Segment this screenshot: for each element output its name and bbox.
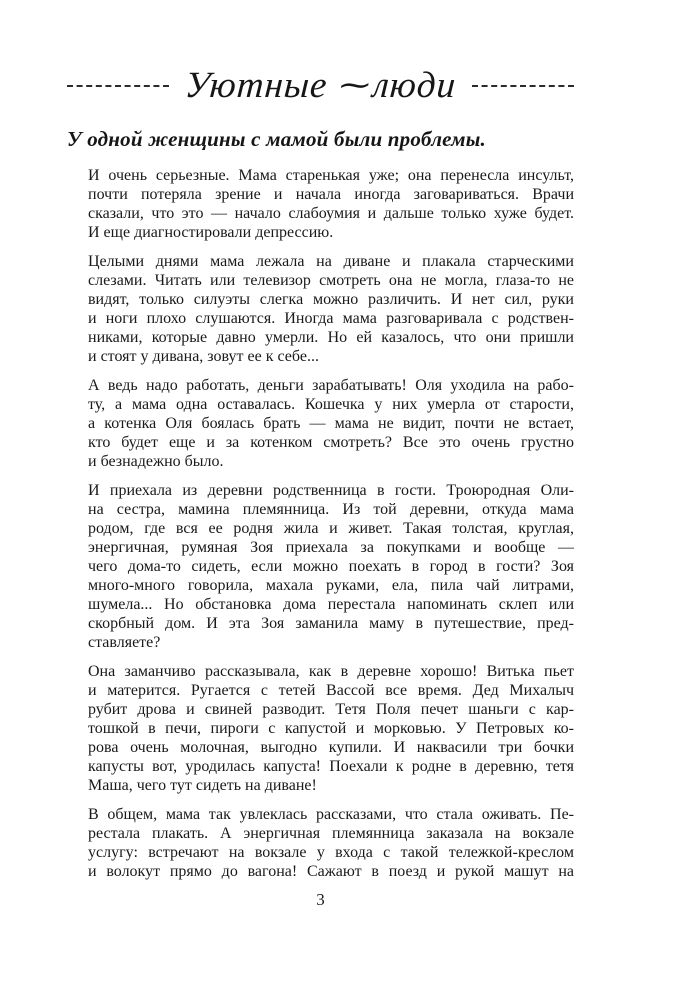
text-line: И еще диагностировали депрессию. [88,224,334,241]
text-line: и матерится. Ругается с тетей Вассой все время. Дед Михалыч [88,682,574,699]
paragraph [88,805,574,881]
text-line: и ноги плохо слушаются. Иногда мама разговаривала с родствен- [88,310,574,327]
text-line: шумела... Но обстановка дома перестала напоминать склеп или [88,596,574,613]
text-line: ту, а мама одна оставалась. Кошечка у них умерла от старости, [88,396,574,413]
paragraph [88,481,574,652]
text-line: чего дома-то сидеть, если можно поехать в город в гости? Зоя [88,558,574,575]
text-line: В общем, мама так увлеклась рассказами, что стала оживать. Пе- [88,806,574,823]
text-line: а котенка Оля боялась брать — мама не видит, почти не встает, [88,415,574,432]
text-line: Она заманчиво рассказывала, как в деревне хорошо! Витька пьет [88,663,574,680]
text-line: капусты вот, уродилась капуста! Поехали к родне в деревню, тетя [88,758,574,775]
swash-ornament: ⁓ [338,68,372,102]
text-line: услугу: встречают на вокзале у входа с такой тележкой-креслом [88,844,574,861]
text-line: Целыми днями мама лежала на диване и плакала старческими [88,253,574,270]
text-line: тошкой в печи, пироги с капустой и морковью. У Петровых ко- [88,720,574,737]
page-number: 3 [316,890,325,909]
text-line: и волокут прямо до вагона! Сажают в поезд и рукой машут на [88,863,574,880]
text-line: много-много говорила, махала руками, ела, пила чай литрами, [88,577,574,594]
dotted-rule-right [472,85,574,87]
text-line: рубит дрова и свиней разводит. Тетя Поля печет шаньги с кар- [88,701,574,718]
book-title [168,64,474,106]
text-line: почти потеряла зрение и начала иногда заговариваться. Врачи [88,186,574,203]
text-line: И приехала из деревни родственница в гости. Троюродная Оли- [88,482,574,499]
text-line: ставляете? [88,634,161,651]
text-line: видят, только силуэты слегка можно различить. И нет сил, руки [88,291,574,308]
text-line: рова очень молочная, выгодно купили. И наквасили три бочки [88,739,574,756]
chapter-heading: У одной женщины с мамой были проблемы. [67,127,486,151]
paragraph [88,252,574,366]
book-title-word2: люди [371,64,458,106]
text-line: и безнадежно было. [88,453,224,470]
paragraph [88,166,574,242]
text-line: И очень серьезные. Мама старенькая уже; она перенесла инсульт, [88,167,574,184]
body-text [88,166,574,881]
text-line: энергичная, румяная Зоя приехала за покупками и вообще — [88,539,574,556]
text-line: А ведь надо работать, деньги зарабатывать! Оля уходила на рабо- [88,377,574,394]
text-line: кто будет еще и за котенком смотреть? Все это очень грустно [88,434,574,451]
text-line: родом, где вся ее родня жила и живет. Такая толстая, круглая, [88,520,574,537]
text-line: рестала плакать. А энергичная племянница заказала на вокзале [88,825,574,842]
dotted-rule-left [67,85,169,87]
text-line: скорбный дом. И эта Зоя заманила маму в путешествие, пред- [88,615,574,632]
text-line: на сестра, мамина племянница. Из той деревни, откуда мама [88,501,574,518]
book-title-word1: Уютные [183,64,329,106]
paragraph [88,376,574,471]
text-line: слезами. Читать или телевизор смотреть она не могла, глаза-то не [88,272,574,289]
running-header [67,56,574,114]
text-line: никами, которые давно умерли. Но ей казалось, что они пришли [88,329,574,346]
text-line: Маша, чего тут сидеть на диване! [88,777,317,794]
text-line: и стоят у дивана, зовут ее к себе... [88,348,319,365]
paragraph [88,662,574,795]
text-line: сказали, что это — начало слабоумия и дальше только хуже будет. [88,205,574,222]
